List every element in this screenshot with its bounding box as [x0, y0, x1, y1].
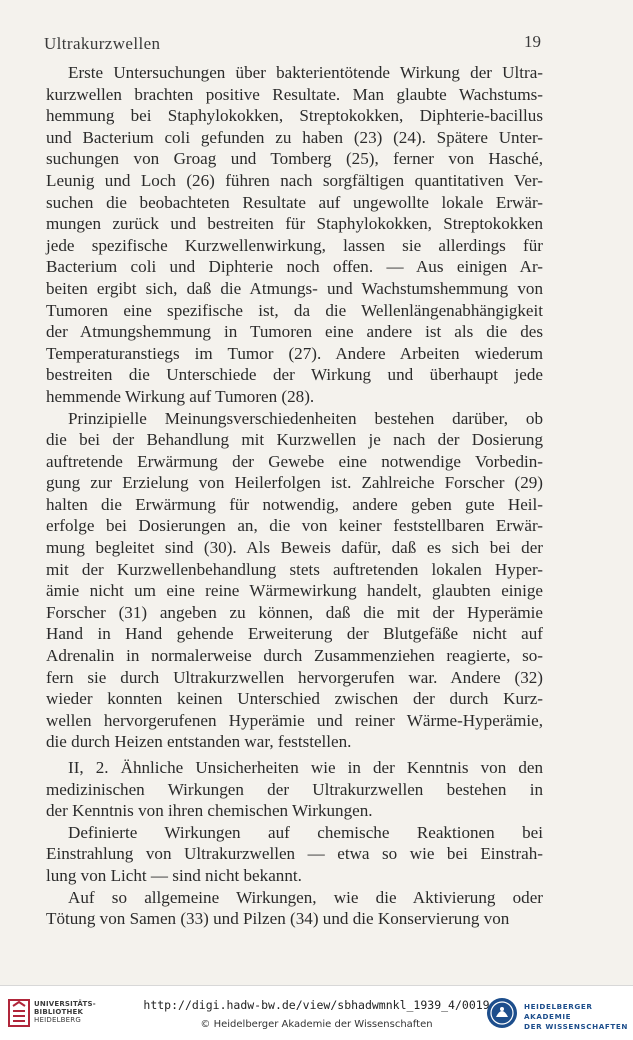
text-line: medizinischen Wirkungen der Ultrakurzwellen bestehen in [46, 779, 543, 799]
text-line: jede spezifische Kurzwellenwirkung, lassen sie allerdings für [46, 235, 543, 255]
body-text [46, 62, 543, 930]
paragraph-3 [46, 757, 543, 822]
library-name: UNIVERSITÄTS- BIBLIOTHEK HEIDELBERG [34, 1000, 96, 1024]
text-line: Auf so allgemeine Wirkungen, wie die Aktivierung oder [68, 887, 543, 907]
text-line: mungen zurück und bestreiten für Staphylokokken, Streptokokken [46, 214, 543, 234]
text-line: Adrenalin in normalerweise durch Zusammenziehen reagierte, so- [46, 646, 543, 666]
paragraph-5 [46, 887, 543, 930]
text-line: hemmung bei Staphylokokken, Streptokokken, Diphterie-bacillus [46, 106, 543, 126]
copyright-notice: © Heidelberger Akademie der Wissenschaften [200, 1019, 433, 1030]
text-line: erfolge bei Dosierungen an, die von keiner feststellbaren Erwär- [46, 516, 543, 536]
text-line: mit der Kurzwellenbehandlung stets auftretenden lokalen Hyper- [46, 559, 543, 579]
text-line: suchen die beobachteten Resultate auf ungewollte lokale Erwär- [46, 192, 543, 212]
text-line: beiten ergibt sich, daß die Atmungs- und Wachstumshemmung von [46, 278, 543, 298]
paragraph-1 [46, 62, 543, 408]
paragraph-2 [46, 408, 543, 754]
text-line: Bacterium coli und Diphterie noch offen. — Aus einigen Ar- [46, 257, 543, 277]
text-line: halten die Erwärmung für notwendig, andere geben gute Heil- [46, 494, 543, 514]
text-line: II, 2. Ähnliche Unsicherheiten wie in der Kenntnis von den [68, 758, 543, 777]
text-line: die bei der Behandlung mit Kurzwellen je nach der Dosierung [46, 430, 543, 450]
text-line: Tumoren eine spezifische ist, da die Wellenlängenabhängigkeit [46, 300, 543, 320]
academy-name: HEIDELBERGER AKADEMIE DER WISSENSCHAFTEN [524, 1002, 629, 1031]
text-line: Einstrahlung von Ultrakurzwellen — etwa so wie bei Einstrah- [46, 844, 543, 864]
text-line: bestreiten die Unterschiede der Wirkung und überhaupt jede [46, 365, 543, 385]
text-line: der Kenntnis von ihren chemischen Wirkungen. [46, 801, 373, 821]
text-line: Definierte Wirkungen auf chemische Reaktionen bei [68, 822, 543, 842]
text-line: Tötung von Samen (33) und Pilzen (34) und die Konservierung von [46, 909, 510, 929]
paragraph-4 [46, 822, 543, 887]
source-url-link[interactable]: http://digi.hadw-bw.de/view/sbhadwmnkl_1939_4/0019 [143, 998, 490, 1012]
text-line: Leunig und Loch (26) führen nach sorgfältigen quantitativen Ver- [46, 170, 543, 190]
text-line: Forscher (31) angeben zu können, daß die mit der Hyperämie [46, 602, 543, 622]
text-line: und Bacterium coli gefunden zu haben (23) (24). Spätere Unter- [46, 127, 543, 147]
text-line: wellen hervorgerufenen Hyperämie und reiner Wärme-Hyperämie, [46, 710, 543, 730]
footer-bar [0, 985, 633, 1040]
text-line: fern sie durch Ultrakurzwellen hervorgerufen war. Andere (32) [46, 667, 543, 687]
academy-seal-icon [486, 997, 518, 1029]
text-line: Hand in Hand gehende Erweiterung der Blutgefäße nicht auf [46, 624, 543, 644]
text-line: wieder konnten keinen Unterschied zwischen der durch Kurz- [46, 689, 543, 709]
text-line: auftretende Erwärmung der Gewebe eine notwendige Vorbedin- [46, 451, 543, 471]
page-number: 19 [524, 32, 541, 51]
text-line: hemmende Wirkung auf Tumoren (28). [46, 386, 315, 406]
text-line: mung begleitet sind (30). Als Beweis dafür, daß es sich bei der [46, 538, 543, 558]
text-line: Prinzipielle Meinungsverschiedenheiten bestehen darüber, ob [68, 408, 543, 428]
text-line: ämie nicht um eine reine Wärmewirkung handelt, glaubten einige [46, 581, 543, 601]
text-line: Erste Untersuchungen über bakterientötende Wirkung der Ultra- [68, 63, 543, 82]
text-line: der Atmungshemmung in Tumoren eine andere ist als die des [46, 322, 543, 342]
text-line: Temperaturanstiegs im Tumor (27). Andere Arbeiten wiederum [46, 343, 543, 363]
text-line: gung zur Erzielung von Heilerfolgen ist. Zahlreiche Forscher (29) [46, 473, 543, 493]
text-line: lung von Licht — sind nicht bekannt. [46, 865, 302, 885]
text-line: suchungen von Groag und Tomberg (25), ferner von Hasché, [46, 149, 543, 169]
text-line: die durch Heizen entstanden war, feststellen. [46, 732, 352, 752]
text-line: kurzwellen brachten positive Resultate. Man glaubte Wachstums- [46, 84, 543, 104]
running-title: Ultrakurzwellen [44, 34, 161, 53]
